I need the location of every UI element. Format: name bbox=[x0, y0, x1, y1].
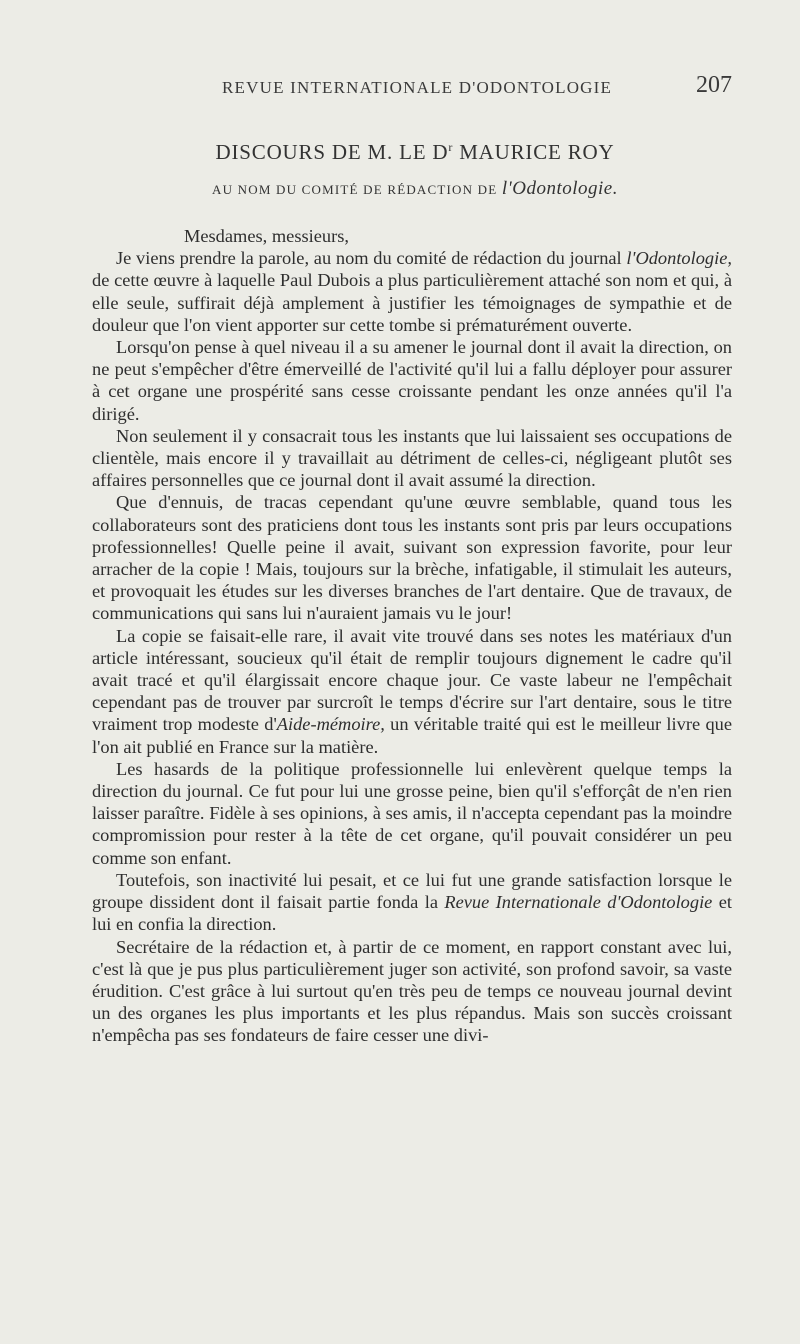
running-head bbox=[92, 72, 732, 102]
text-run: Non seulement il y consacrait tous les instants que lui laissaient ses occupations de clientèle, mais encore il y travaillait au détriment de celles-ci, négligeant plutôt ses affaires personnelles que ce journal dont il avait assumé la direction. bbox=[92, 425, 732, 491]
text-run: Les hasards de la politique professionnelle lui enlevèrent quelque temps la direction du journal. Ce fut pour lui une grosse peine, bien qu'il s'efforçât de n'en rien laisser paraître. Fidèle à ses opinions, à ses amis, il n'accepta cependant pas la moindre compromission pour rester à la tête de cet organe, qu'il pouvait considérer un peu comme son enfant. bbox=[92, 758, 732, 868]
page-number: 207 bbox=[696, 72, 732, 98]
text-run: un véritable traité qui est le meilleur livre que l'on ait publié en France sur la matière. bbox=[92, 714, 732, 757]
text-run: La copie se faisait-elle rare, il avait vite trouvé dans ses notes les matériaux d'un article intéressant, soucieux qu'il était de remplir toujours dignement le cadre qu'il avait tracé et qu'il élargissait encore chaque jour. Ce vaste labeur ne l'empêchait cependant pas de trouver par surcroît le temps d'écrire sur l'art dentaire, sous le titre vraiment trop modeste d' bbox=[92, 625, 732, 735]
text-run: Que d'ennuis, de tracas cependant qu'une œuvre semblable, quand tous les collaborateurs sont des praticiens dont tous les instants sont pris par leurs occupations professionnelles! Quelle peine il avait, suivant son expression favorite, pour leur arracher de la copie ! Mais, toujours sur la brèche, infatigable, il stimulait les auteurs, et provoquait les études sur les diverses branches de l'art dentaire. Que de travaux, de communications qui sans lui n'auraient jamais vu le jour! bbox=[92, 492, 732, 624]
journal-name: REVUE INTERNATIONALE D'ODONTOLOGIE bbox=[222, 78, 613, 97]
subtitle-prefix: AU NOM DU COMITÉ DE RÉDACTION DE bbox=[212, 182, 502, 197]
text-run: Mesdames, messieurs, bbox=[184, 226, 349, 246]
paragraph bbox=[92, 758, 732, 869]
article-subtitle bbox=[0, 178, 800, 200]
paragraph bbox=[92, 936, 732, 1047]
paragraph bbox=[92, 491, 732, 624]
article-title bbox=[0, 140, 800, 165]
text-run: Toutefois, son inactivité lui pesait, et ce lui fut une grande satisfaction lorsque le groupe dissident dont il faisait partie fonda la bbox=[92, 869, 732, 913]
paragraph bbox=[92, 336, 732, 425]
text-run: et lui en confia la direction. bbox=[92, 892, 732, 935]
paragraph bbox=[92, 247, 732, 336]
title-superscript: r bbox=[448, 140, 454, 154]
italic-run: Revue Internationale d'Odontologie bbox=[444, 892, 713, 913]
title-suffix: MAURICE ROY bbox=[453, 140, 615, 164]
text-run: Je viens prendre la parole, au nom du comité de rédaction du journal bbox=[116, 248, 627, 269]
text-run: de cette œuvre à laquelle Paul Dubois a plus particulièrement attaché son nom et qui, à elle seule, suffirait déjà amplement à justifier les témoignages de sympathie et de douleur que l'on vient apporter sur cette tombe si prématurément ouverte. bbox=[92, 270, 732, 335]
paragraph bbox=[92, 869, 732, 936]
paragraph bbox=[92, 425, 732, 492]
title-prefix: DISCOURS DE M. LE D bbox=[215, 140, 449, 164]
paragraph bbox=[92, 625, 732, 758]
subtitle-journal: l'Odontologie. bbox=[501, 178, 618, 199]
italic-run: Aide-mémoire, bbox=[276, 714, 385, 735]
italic-run: l'Odontologie, bbox=[626, 248, 732, 269]
text-run: Lorsqu'on pense à quel niveau il a su amener le journal dont il avait la direction, on ne peut s'empêcher d'être émerveillé de l'activité qu'il lui a fallu déployer pour assurer à cet organe une prospérité sans cesse croissante pendant les onze années qu'il l'a dirigé. bbox=[92, 337, 732, 424]
salutation bbox=[92, 225, 732, 247]
article-body bbox=[92, 225, 732, 1047]
text-run: Secrétaire de la rédaction et, à partir de ce moment, en rapport constant avec lui, c'est là que je pus plus particulièrement juger son activité, son profond savoir, sa vaste érudition. C'est grâce à lui surtout qu'en très peu de temps ce nouveau journal devint un des organes les plus importants et les plus répandus. Mais son succès croissant n'empêcha pas ses fondateurs de faire cesser une divi- bbox=[92, 936, 732, 1046]
